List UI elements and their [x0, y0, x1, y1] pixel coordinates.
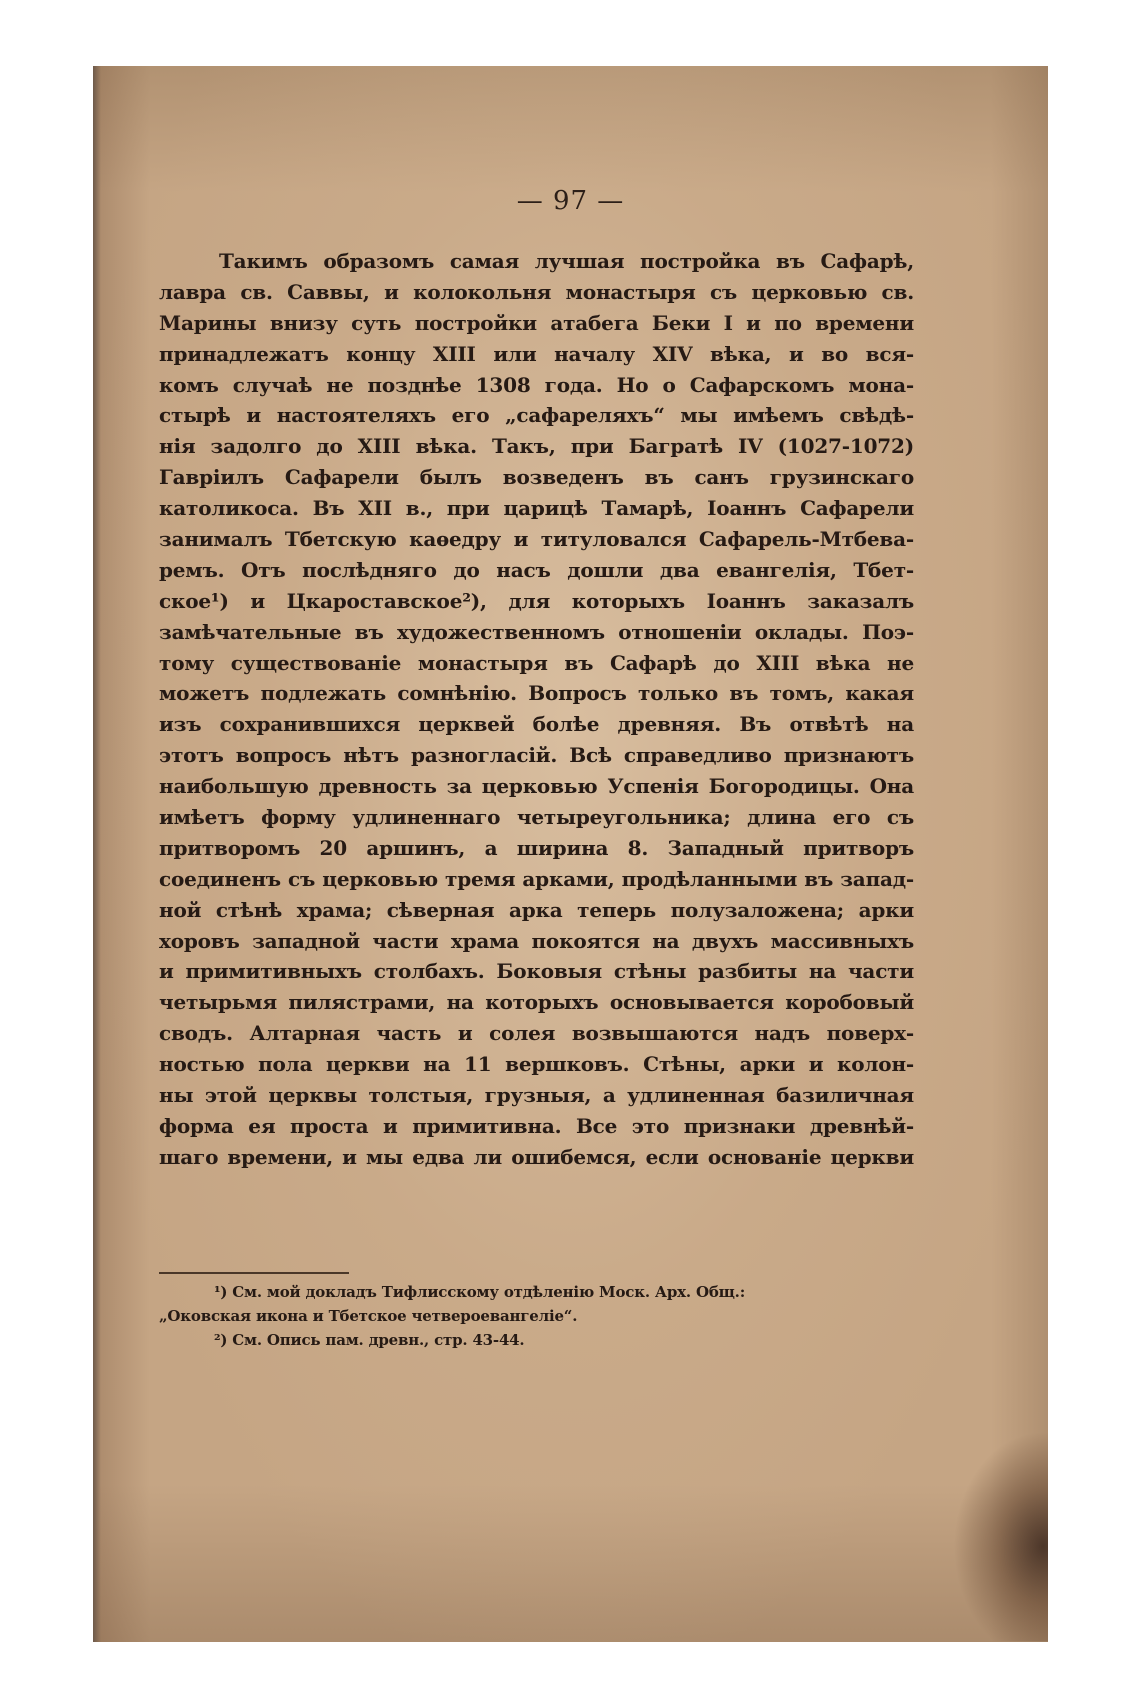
footnote-rule — [159, 1272, 349, 1274]
body-line: изъ сохранившихся церквей болѣе древняя. Въ отвѣтѣ на — [159, 712, 914, 737]
body-line: ностью пола церкви на 11 вершковъ. Стѣны, арки и колон- — [159, 1052, 914, 1077]
body-line: лавра св. Саввы, и колокольня монастыря съ церковью св. — [159, 279, 914, 304]
body-line: форма ея проста и примитивна. Все это признаки древнѣй- — [159, 1113, 914, 1138]
body-line: этотъ вопросъ нѣтъ разногласій. Всѣ справедливо признаютъ — [159, 743, 914, 768]
page-stain — [953, 1431, 1048, 1641]
body-line: и примитивныхъ столбахъ. Боковыя стѣны разбиты на части — [159, 959, 914, 984]
body-line: хоровъ западной части храма покоятся на двухъ массивныхъ — [159, 928, 914, 953]
body-line: соединенъ съ церковью тремя арками, продѣланными въ запад- — [159, 866, 914, 891]
body-line: наибольшую древность за церковью Успенія Богородицы. Она — [159, 774, 914, 799]
page-spine-shadow — [93, 66, 101, 1642]
body-text — [159, 246, 914, 1173]
footnote-2: ²) См. Опись пам. древн., стр. 43-44. — [214, 1331, 525, 1349]
body-line: ны этой церквы толстыя, грузныя, а удлиненная базиличная — [159, 1083, 914, 1108]
book-page — [93, 66, 1048, 1642]
body-line: имѣетъ форму удлиненнаго четыреугольника; длина его съ — [159, 805, 914, 830]
page-number: — 97 — — [516, 186, 625, 216]
body-line: можетъ подлежать сомнѣнію. Вопросъ только въ томъ, какая — [159, 681, 914, 706]
body-line: принадлежатъ концу XIII или началу XIV вѣка, и во вся- — [159, 341, 914, 366]
body-line: занималъ Тбетскую каѳедру и титуловался Сафарель-Мтбева- — [159, 527, 914, 552]
body-line: нія задолго до XIII вѣка. Такъ, при Багратѣ IV (1027-1072) — [159, 434, 914, 459]
body-line: Такимъ образомъ самая лучшая постройка въ Сафарѣ, — [219, 249, 914, 273]
body-line: католикоса. Въ XII в., при царицѣ Тамарѣ, Іоаннъ Сафарели — [159, 496, 914, 521]
body-line: сводъ. Алтарная часть и солея возвышаются надъ поверх- — [159, 1021, 914, 1046]
body-line: шаго времени, и мы едва ли ошибемся, если основаніе церкви — [159, 1144, 914, 1169]
body-line: ремъ. Отъ послѣдняго до насъ дошли два евангелія, Тбет- — [159, 557, 914, 582]
body-line: комъ случаѣ не позднѣе 1308 года. Но о Сафарскомъ мона- — [159, 372, 914, 397]
body-line: притворомъ 20 аршинъ, а ширина 8. Западный притворъ — [159, 835, 914, 860]
footnote-1-line-2: „Оковская икона и Тбетское четвероевангеліе“. — [159, 1307, 578, 1325]
body-line: четырьмя пилястрами, на которыхъ основывается коробовый — [159, 990, 914, 1015]
footnotes — [159, 1280, 914, 1352]
body-line: ское¹) и Цкароставское²), для которыхъ Іоаннъ заказалъ — [159, 588, 914, 613]
body-line: Марины внизу суть постройки атабега Беки I и по времени — [159, 310, 914, 335]
body-line: тому существованіе монастыря въ Сафарѣ до XIII вѣка не — [159, 650, 914, 675]
body-line: ной стѣнѣ храма; сѣверная арка теперь полузаложена; арки — [159, 897, 914, 922]
body-line: замѣчательные въ художественномъ отношеніи оклады. Поэ- — [159, 619, 914, 644]
body-line: Гавріилъ Сафарели былъ возведенъ въ санъ грузинскаго — [159, 465, 914, 490]
footnote-1-line-1: ¹) См. мой докладъ Тифлисскому отдѣленію Моск. Арх. Общ.: — [214, 1283, 746, 1301]
body-line: стырѣ и настоятеляхъ его „сафареляхъ“ мы имѣемъ свѣдѣ- — [159, 403, 914, 428]
